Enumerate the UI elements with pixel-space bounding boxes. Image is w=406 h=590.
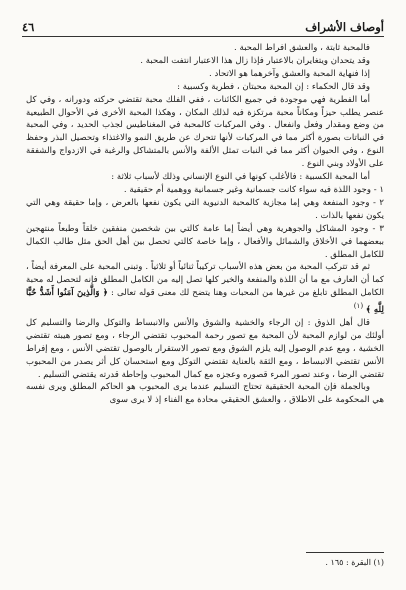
- header-rule: [22, 36, 384, 37]
- paragraph: فالمحبة ثابتة ، والعشق افراط المحبة .: [234, 43, 370, 53]
- footnote-marker: (١): [353, 301, 364, 311]
- page-number: ٤٦: [22, 20, 35, 34]
- list-item: ١ - وجود اللذة فيه سواء كانت جسمانية وغير جسمانية ووهمية أم حقيقية .: [123, 184, 384, 195]
- list-item: ٣ - وجود المشاكل والجوهرية وهي أيضاً إما عامة كالتي بين شخصين منفقين خلقاً وطبعاً منتهجين ببعضهما في الأخلاق والشمائل والأفعال ، وإما خاصة كالتي تحصل بين أهل الحق مثل طالب الكمال للكامل المطلق .: [26, 223, 384, 260]
- paragraph: وقد يتحدان ويتغايران بالاعتبار فإذا زال هذا الاعتبار انتفت المحبة .: [140, 55, 370, 66]
- main-text: [26, 42, 384, 407]
- list-item: ٢ - وجود المنفعة وهي إما مجازية كالمحبة الدنيوية التي يكون نفعها بالعرض ، وإما حقيقة وهي التي يكون نفعها بالذات .: [26, 197, 384, 221]
- paragraph: إذا فنهاية المحبة والعشق وآخرهما هو الاتحاد .: [209, 68, 370, 79]
- running-header: [22, 16, 384, 34]
- running-title: أوصاف الأشراف: [305, 20, 384, 34]
- paragraph: [26, 261, 384, 316]
- paragraph-text: ثم قد تتركب المحبة من بعض هذه الأسباب تركيباً ثنائياً أو ثلاثياً . وتبنى المحبة على المعرفة أيضاً ، كما أن العارف مع ما أن اللذة والمنفعة والخير كلها تصل إليه من الكامل المطلق فإنه لتحصل له محبة الكامل المطلق تابلغ من غيرها من المحبات وهنا يتضح لك معنى قوله تعالى :: [26, 262, 385, 299]
- footnote: (١) البقرة : ١٦٥ .: [325, 558, 384, 567]
- paragraph: وقد قال الحكماء : إن المحبة محبتان ، فطرية وكسبية :: [177, 81, 370, 92]
- footnote-rule: [306, 552, 384, 553]
- paragraph: قال أهل الذوق : إن الرجاء والخشية والشوق والأنس والانبساط والتوكل والرضا والتسليم كل أولئك من لوازم المحبة لأن المحبة مع تصور رحمة المحبوب تقتضي الرجاء ، ومع تصور هيبته تقتضي الخشية ، ومع عدم الوصول إليه يلزم الشوق ومع تصور الاستقرار بالوصول تقتضي الأنس ، ومع إفراط الأنس تقتضي الانبساط ، ومع الثقة بالعناية تقتضي التوكل ومع استحسان كل أثر يصدر من المحبوب تقتضي الرضا ، وعند تصور المرء قصوره وعجزه مع كمال المحبوب وإحاطة قدرته يقتضي التسليم .: [26, 317, 384, 380]
- paragraph: وبالجملة فإن المحبة الحقيقية تحتاج التسليم عندما يرى المحبوب هو الحاكم المطلق ويرى نفسه هي المحكومة على الاطلاق ، والعشق الحقيقي محادة مع الفناء إذ لا يرى سوى: [26, 382, 384, 406]
- quran-verse: ﴿ وَالَّذِينَ آمَنُوا أَشَدُّ حُبًّا لِلَّهِ ﴾: [26, 288, 384, 315]
- paragraph: أما المحبة الكسبية : فالأغلب كونها في النوع الإنساني وذلك لأسباب ثلاثة :: [111, 172, 370, 183]
- paragraph: أما الفطرية فهي موجودة في جميع الكائنات ، ففي الفلك محبة تقتضي حركته ودورانه ، وفي كل عنصر يطلب حيزاً ومكاناً محبة مرتكزة فيه لذلك المكان ، وهكذا المحبة الأخرى في الأحوال الطبيعية من وضع ومقدار وفعل وانفعال . وفي المركبات كالمحبة في المغناطيس لجذب الحديد ، وفي المحبة في النباتات بصورة أكثر مما في المركبات لأنها تتحرك عن طريق النمو والاغتذاء وتحصيل البذر وحفظ النوع ، وفي الحيوان أكثر مما في النبات تمثل الألفة والأنس بالمتشاكل والرغبة في الازدواج والشفقة على الأولاد وبني النوع .: [26, 94, 384, 170]
